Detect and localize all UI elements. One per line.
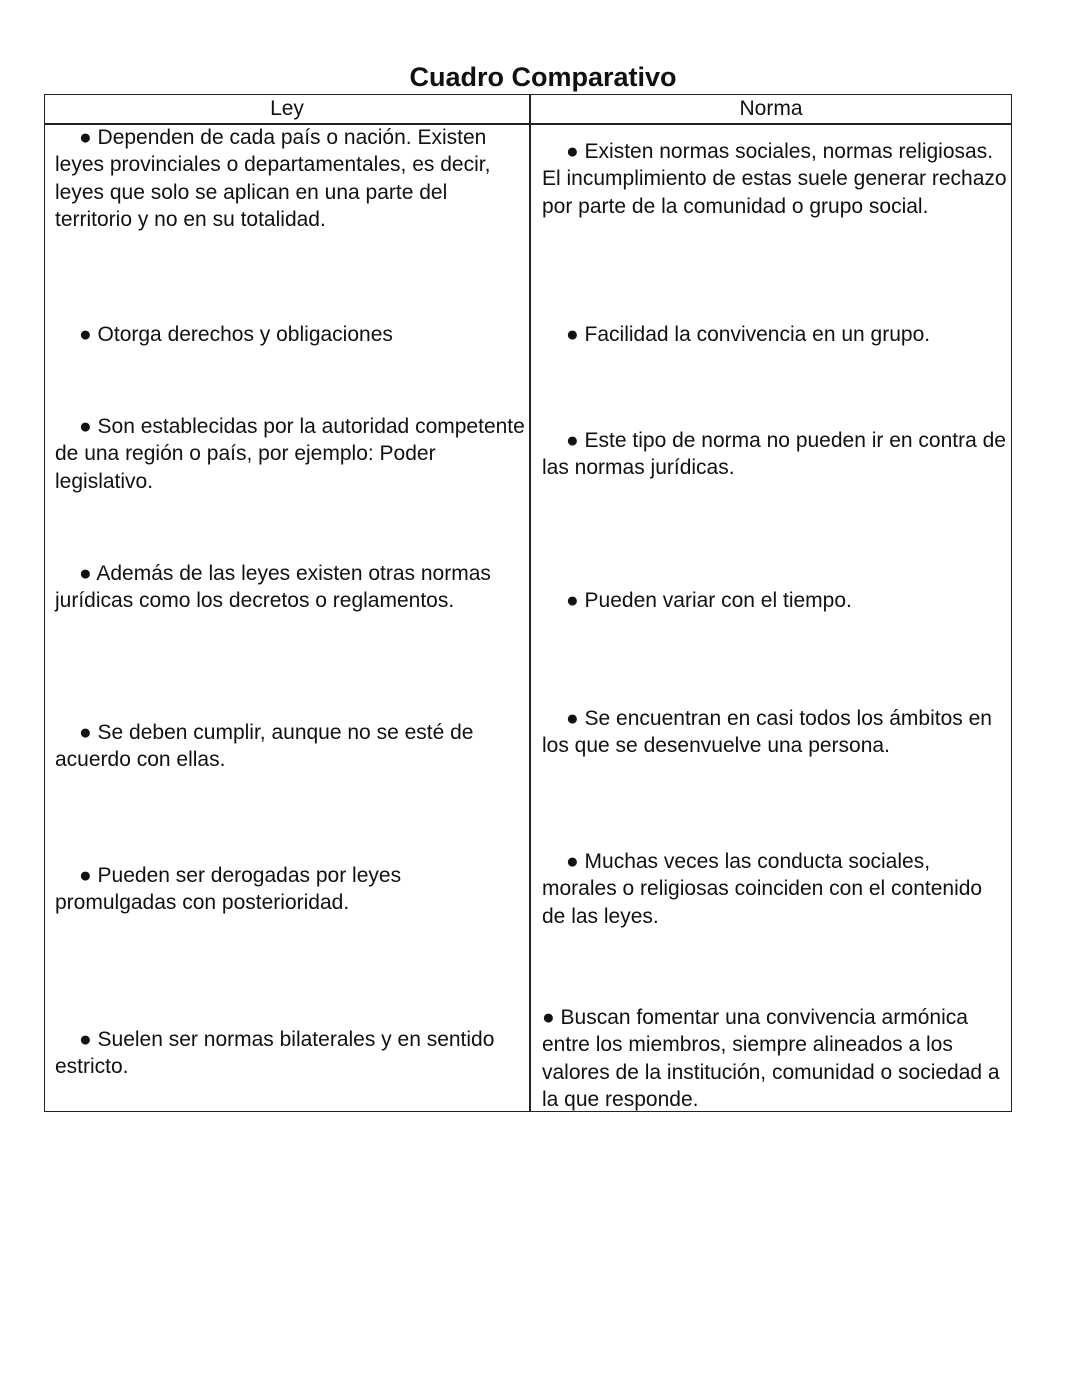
norma-item: ● Existen normas sociales, normas religiosas. El incumplimiento de estas suele generar rechazo por parte de la comunidad o grupo social. — [542, 140, 1007, 218]
bullet-icon: ● — [566, 323, 579, 346]
bullet-icon: ● — [79, 864, 92, 887]
ley-item: ● Pueden ser derogadas por leyes promulgadas con posterioridad. — [55, 864, 402, 915]
norma-item: ● Muchas veces las conducta sociales, morales o religiosas coinciden con el contenido de las leyes. — [542, 850, 983, 928]
norma-item: ● Facilidad la convivencia en un grupo. — [566, 323, 931, 346]
bullet-icon: ● — [79, 721, 92, 744]
ley-item: ● Dependen de cada país o nación. Existen leyes provinciales o departamentales, es decir, leyes que solo se aplican en una parte del territorio y no en su totalidad. — [55, 126, 491, 231]
column-header-norma: Norma — [739, 97, 803, 120]
bullet-icon: ● — [566, 589, 579, 612]
bullet-icon: ● — [79, 415, 92, 438]
column-header-ley: Ley — [270, 97, 304, 120]
bullet-icon: ● — [566, 140, 579, 163]
bullet-icon: ● — [79, 562, 92, 585]
norma-item: ● Este tipo de norma no pueden ir en contra de las normas jurídicas. — [542, 429, 1006, 480]
bullet-icon: ● — [566, 429, 579, 452]
ley-item: ● Otorga derechos y obligaciones — [79, 323, 393, 346]
norma-item: ● Buscan fomentar una convivencia armónica entre los miembros, siempre alineados a los valores de la institución, comunidad o sociedad a la que responde. — [542, 1006, 1000, 1111]
norma-item: ● Se encuentran en casi todos los ámbitos en los que se desenvuelve una persona. — [542, 707, 992, 758]
ley-item: ● Suelen ser normas bilaterales y en sentido estricto. — [55, 1028, 495, 1079]
bullet-icon: ● — [566, 707, 579, 730]
document-title: Cuadro Comparativo — [409, 62, 677, 92]
bullet-icon: ● — [542, 1006, 555, 1029]
bullet-icon: ● — [79, 323, 92, 346]
norma-item: ● Pueden variar con el tiempo. — [566, 589, 852, 612]
bullet-icon: ● — [566, 850, 579, 873]
column-divider — [529, 94, 531, 1112]
bullet-icon: ● — [79, 1028, 92, 1051]
ley-item: ● Además de las leyes existen otras normas jurídicas como los decretos o reglamentos. — [55, 562, 491, 613]
bullet-icon: ● — [79, 126, 92, 149]
ley-item: ● Se deben cumplir, aunque no se esté de acuerdo con ellas. — [55, 721, 474, 772]
ley-item: ● Son establecidas por la autoridad competente de una región o país, por ejemplo: Poder legislativo. — [55, 415, 525, 493]
